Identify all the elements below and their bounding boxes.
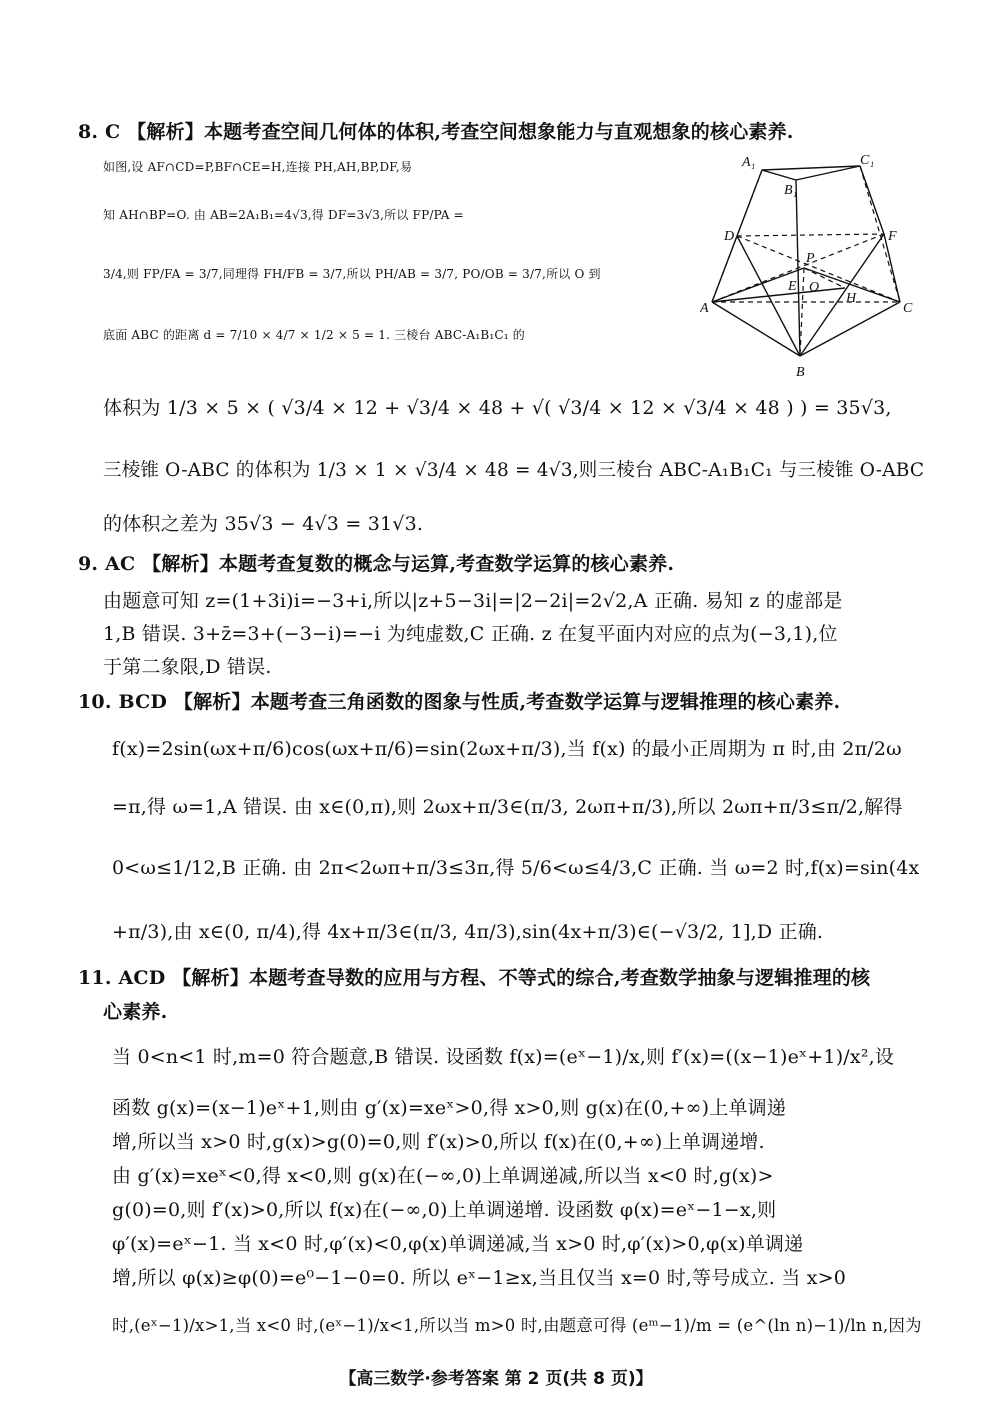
q11-line-5: g(0)=0,则 f′(x)>0,所以 f(x)在(−∞,0)上单调递增. 设函数 φ(x)=eˣ−1−x,则 <box>112 1199 777 1221</box>
q9-line-2: 1,B 错误. 3+z̄=3+(−3−i)=−i 为纯虚数,C 正确. z 在复平面内对应的点为(−3,1),位 <box>103 623 838 645</box>
q10-heading: 10. BCD 【解析】本题考查三角函数的图象与性质,考查数学运算与逻辑推理的核心素养. <box>78 691 841 713</box>
label-E: E <box>788 279 797 294</box>
q8-line-7: 的体积之差为 35√3 − 4√3 = 31√3. <box>103 513 424 535</box>
q10-line-2: =π,得 ω=1,A 错误. 由 x∈(0,π),则 2ωx+π/3∈(π/3, 2ωπ+π/3),所以 2ωπ+π/3≤π/2,解得 <box>112 796 903 818</box>
q11-heading-cont: 心素养. <box>103 1001 168 1023</box>
label-A1: A₁ <box>742 155 756 170</box>
label-O: O <box>809 280 820 295</box>
q11-line-3: 增,所以当 x>0 时,g(x)>g(0)=0,则 f′(x)>0,所以 f(x)在(0,+∞)上单调递增. <box>112 1131 765 1153</box>
q10-line-1: f(x)=2sin(ωx+π/6)cos(ωx+π/6)=sin(2ωx+π/3),当 f(x) 的最小正周期为 π 时,由 2π/2ω <box>112 738 902 760</box>
q8-line-6: 三棱锥 O-ABC 的体积为 1/3 × 1 × √3/4 × 48 = 4√3,则三棱台 ABC-A₁B₁C₁ 与三棱锥 O-ABC <box>103 460 925 481</box>
q8-line-2: 知 AH∩BP=O. 由 AB=2A₁B₁=4√3,得 DF=3√3,所以 FP/PA = <box>103 208 464 222</box>
label-D: D <box>724 229 735 244</box>
q11-line-4: 由 g′(x)=xeˣ<0,得 x<0,则 g(x)在(−∞,0)上单调递减,所以当 x<0 时,g(x)> <box>112 1165 774 1187</box>
page-footer: 【高三数学·参考答案 第 2 页(共 8 页)】 <box>339 1369 653 1389</box>
label-P: P <box>806 251 815 266</box>
label-C: C <box>903 301 913 316</box>
label-F: F <box>888 229 897 244</box>
q8-line-5: 体积为 1/3 × 5 × ( √3/4 × 12 + √3/4 × 48 + √( √3/4 × 12 × √3/4 × 48 ) ) = 35√3, <box>103 397 892 419</box>
label-A: A <box>700 301 709 316</box>
q9-line-1: 由题意可知 z=(1+3i)i=−3+i,所以|z+5−3i|=|2−2i|=2√2,A 正确. 易知 z 的虚部是 <box>103 590 843 612</box>
label-C1: C₁ <box>860 153 875 168</box>
frustum-figure <box>700 150 930 390</box>
q10-line-3: 0<ω≤1/12,B 正确. 由 2π<2ωπ+π/3≤3π,得 5/6<ω≤4/3,C 正确. 当 ω=2 时,f(x)=sin(4x <box>112 857 920 879</box>
q9-line-3: 于第二象限,D 错误. <box>103 656 272 678</box>
q11-line-7: 增,所以 φ(x)≥φ(0)=e⁰−1−0=0. 所以 eˣ−1≥x,当且仅当 x=0 时,等号成立. 当 x>0 <box>112 1267 847 1289</box>
q11-line-1: 当 0<n<1 时,m=0 符合题意,B 错误. 设函数 f(x)=(eˣ−1)/x,则 f′(x)=((x−1)eˣ+1)/x²,设 <box>112 1046 895 1068</box>
label-H: H <box>846 291 857 306</box>
q8-heading: 8. C 【解析】本题考查空间几何体的体积,考查空间想象能力与直观想象的核心素养. <box>78 121 794 143</box>
label-B: B <box>796 365 805 380</box>
q9-heading: 9. AC 【解析】本题考查复数的概念与运算,考查数学运算的核心素养. <box>78 553 675 575</box>
q8-line-3: 3/4,则 FP/FA = 3/7,同理得 FH/FB = 3/7,所以 PH/AB = 3/7, PO/OB = 3/7,所以 O 到 <box>103 267 601 281</box>
label-B1: B₁ <box>784 183 798 198</box>
q10-line-4: +π/3),由 x∈(0, π/4),得 4x+π/3∈(π/3, 4π/3),sin(4x+π/3)∈(−√3/2, 1],D 正确. <box>112 921 824 943</box>
q11-line-2: 函数 g(x)=(x−1)eˣ+1,则由 g′(x)=xeˣ>0,得 x>0,则 g(x)在(0,+∞)上单调递 <box>112 1097 787 1119</box>
q8-line-4: 底面 ABC 的距离 d = 7/10 × 4/7 × 1/2 × 5 = 1. 三棱台 ABC-A₁B₁C₁ 的 <box>103 328 525 342</box>
q11-line-8: 时,(eˣ−1)/x>1,当 x<0 时,(eˣ−1)/x<1,所以当 m>0 时,由题意可得 (eᵐ−1)/m = (e^(ln n)−1)/ln n,因为 <box>112 1316 922 1335</box>
q11-heading: 11. ACD 【解析】本题考查导数的应用与方程、不等式的综合,考查数学抽象与逻辑推理的核 <box>78 967 871 989</box>
q8-line-1: 如图,设 AF∩CD=P,BF∩CE=H,连接 PH,AH,BP,DF,易 <box>103 160 413 174</box>
q11-line-6: φ′(x)=eˣ−1. 当 x<0 时,φ′(x)<0,φ(x)单调递减,当 x>0 时,φ′(x)>0,φ(x)单调递 <box>112 1233 804 1255</box>
